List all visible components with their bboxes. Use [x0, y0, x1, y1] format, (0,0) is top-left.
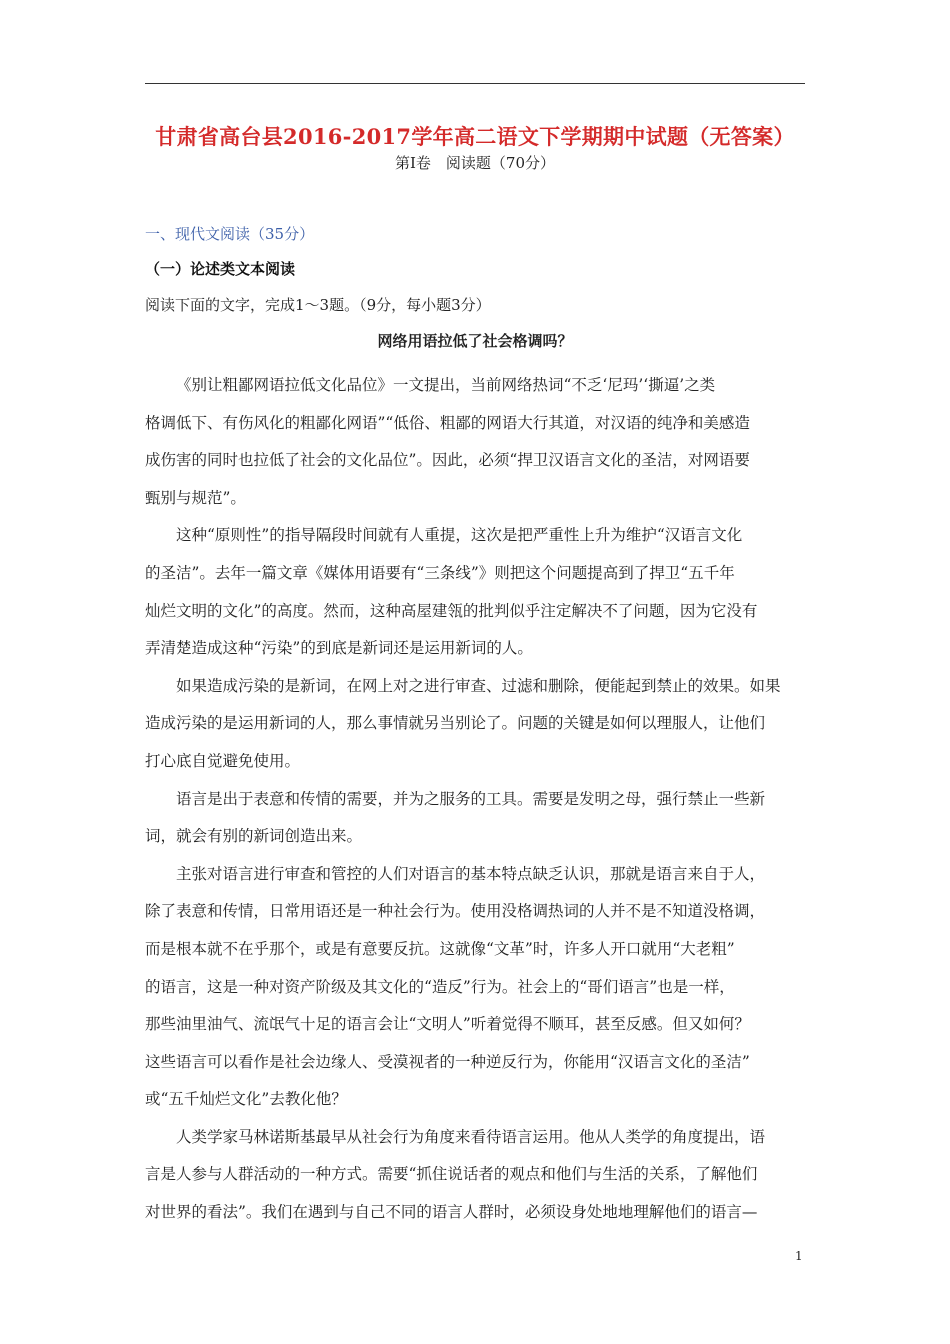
paragraph: [145, 517, 807, 667]
header-rule: [145, 83, 805, 84]
paragraph: [145, 668, 807, 781]
text-line: 《别让粗鄙网语拉低文化品位》一文提出，当前网络热词“不乏‘尼玛’‘撕逼’之类: [176, 376, 716, 394]
document-title: 甘肃省高台县2016-2017学年高二语文下学期期中试题（无答案）: [155, 124, 795, 149]
reading-instruction: 阅读下面的文字，完成1～3题。（9分，每小题3分）: [145, 296, 491, 314]
text-line: 打心底自觉避免使用。: [145, 751, 301, 770]
sub-heading: （一）论述类文本阅读: [145, 260, 296, 278]
text-line: 这些语言可以看作是社会边缘人、受漠视者的一种逆反行为，你能用“汉语言文化的圣洁”: [145, 1052, 750, 1071]
text-line: 或“五千灿烂文化”去教化他？: [145, 1090, 347, 1109]
text-line: 格调低下、有伤风化的粗鄙化网语”“低俗、粗鄙的网语大行其道，对汉语的纯净和美感造: [145, 413, 750, 432]
text-line: 甄别与规范”。: [145, 488, 246, 507]
article-body: [145, 367, 807, 1232]
paragraph: [145, 367, 807, 517]
text-line: 弄清楚造成这种“污染”的到底是新词还是运用新词的人。: [145, 639, 533, 658]
page-number: 1: [795, 1249, 803, 1263]
paragraph: [145, 781, 807, 856]
text-line: 主张对语言进行审查和管控的人们对语言的基本特点缺乏认识，那就是语言来自于人，: [176, 864, 766, 883]
paragraph: [145, 1119, 807, 1232]
text-line: 如果造成污染的是新词，在网上对之进行审查、过滤和删除，便能起到禁止的效果。如果: [176, 676, 781, 695]
text-line: 语言是出于表意和传情的需要，并为之服务的工具。需要是发明之母，强行禁止一些新: [176, 789, 766, 808]
paragraph: [145, 856, 807, 1119]
section-heading: 一、现代文阅读（35分）: [145, 225, 315, 243]
text-line: 除了表意和传情，日常用语还是一种社会行为。使用没格调热词的人并不是不知道没格调，: [145, 902, 766, 921]
text-line: 的圣洁”。去年一篇文章《媒体用语要有“三条线”》则把这个问题提高到了捍卫“五千年: [145, 563, 735, 582]
text-line: 造成污染的是运用新词的人，那么事情就另当别论了。问题的关键是如何以理服人，让他们: [145, 714, 766, 733]
text-line: 那些油里油气、流氓气十足的语言会让“文明人”听着觉得不顺耳，甚至反感。但又如何？: [145, 1015, 750, 1034]
text-line: 灿烂文明的文化”的高度。然而，这种高屋建瓴的批判似乎注定解决不了问题，因为它没有: [145, 601, 758, 620]
text-line: 而是根本就不在乎那个，或是有意要反抗。这就像“文革”时，许多人开口就用“大老粗”: [145, 939, 735, 958]
text-line: 这种“原则性”的指导隔段时间就有人重提，这次是把严重性上升为维护“汉语言文化: [176, 526, 743, 545]
text-line: 人类学家马林诺斯基最早从社会行为角度来看待语言运用。他从人类学的角度提出，语: [176, 1127, 766, 1146]
text-line: 对世界的看法”。我们在遇到与自己不同的语言人群时，必须设身处地地理解他们的语言—: [145, 1203, 758, 1222]
text-line: 词，就会有别的新词创造出来。: [145, 827, 363, 846]
article-title: 网络用语拉低了社会格调吗？: [377, 332, 573, 350]
part-subtitle: 第Ⅰ卷 阅读题（70分）: [394, 154, 555, 172]
text-line: 的语言，这是一种对资产阶级及其文化的“造反”行为。社会上的“哥们语言”也是一样，: [145, 977, 735, 996]
text-line: 成伤害的同时也拉低了社会的文化品位”。因此，必须“捍卫汉语言文化的圣洁，对网语要: [145, 451, 750, 470]
text-line: 言是人参与人群活动的一种方式。需要“抓住说话者的观点和他们与生活的关系，了解他们: [145, 1165, 758, 1184]
